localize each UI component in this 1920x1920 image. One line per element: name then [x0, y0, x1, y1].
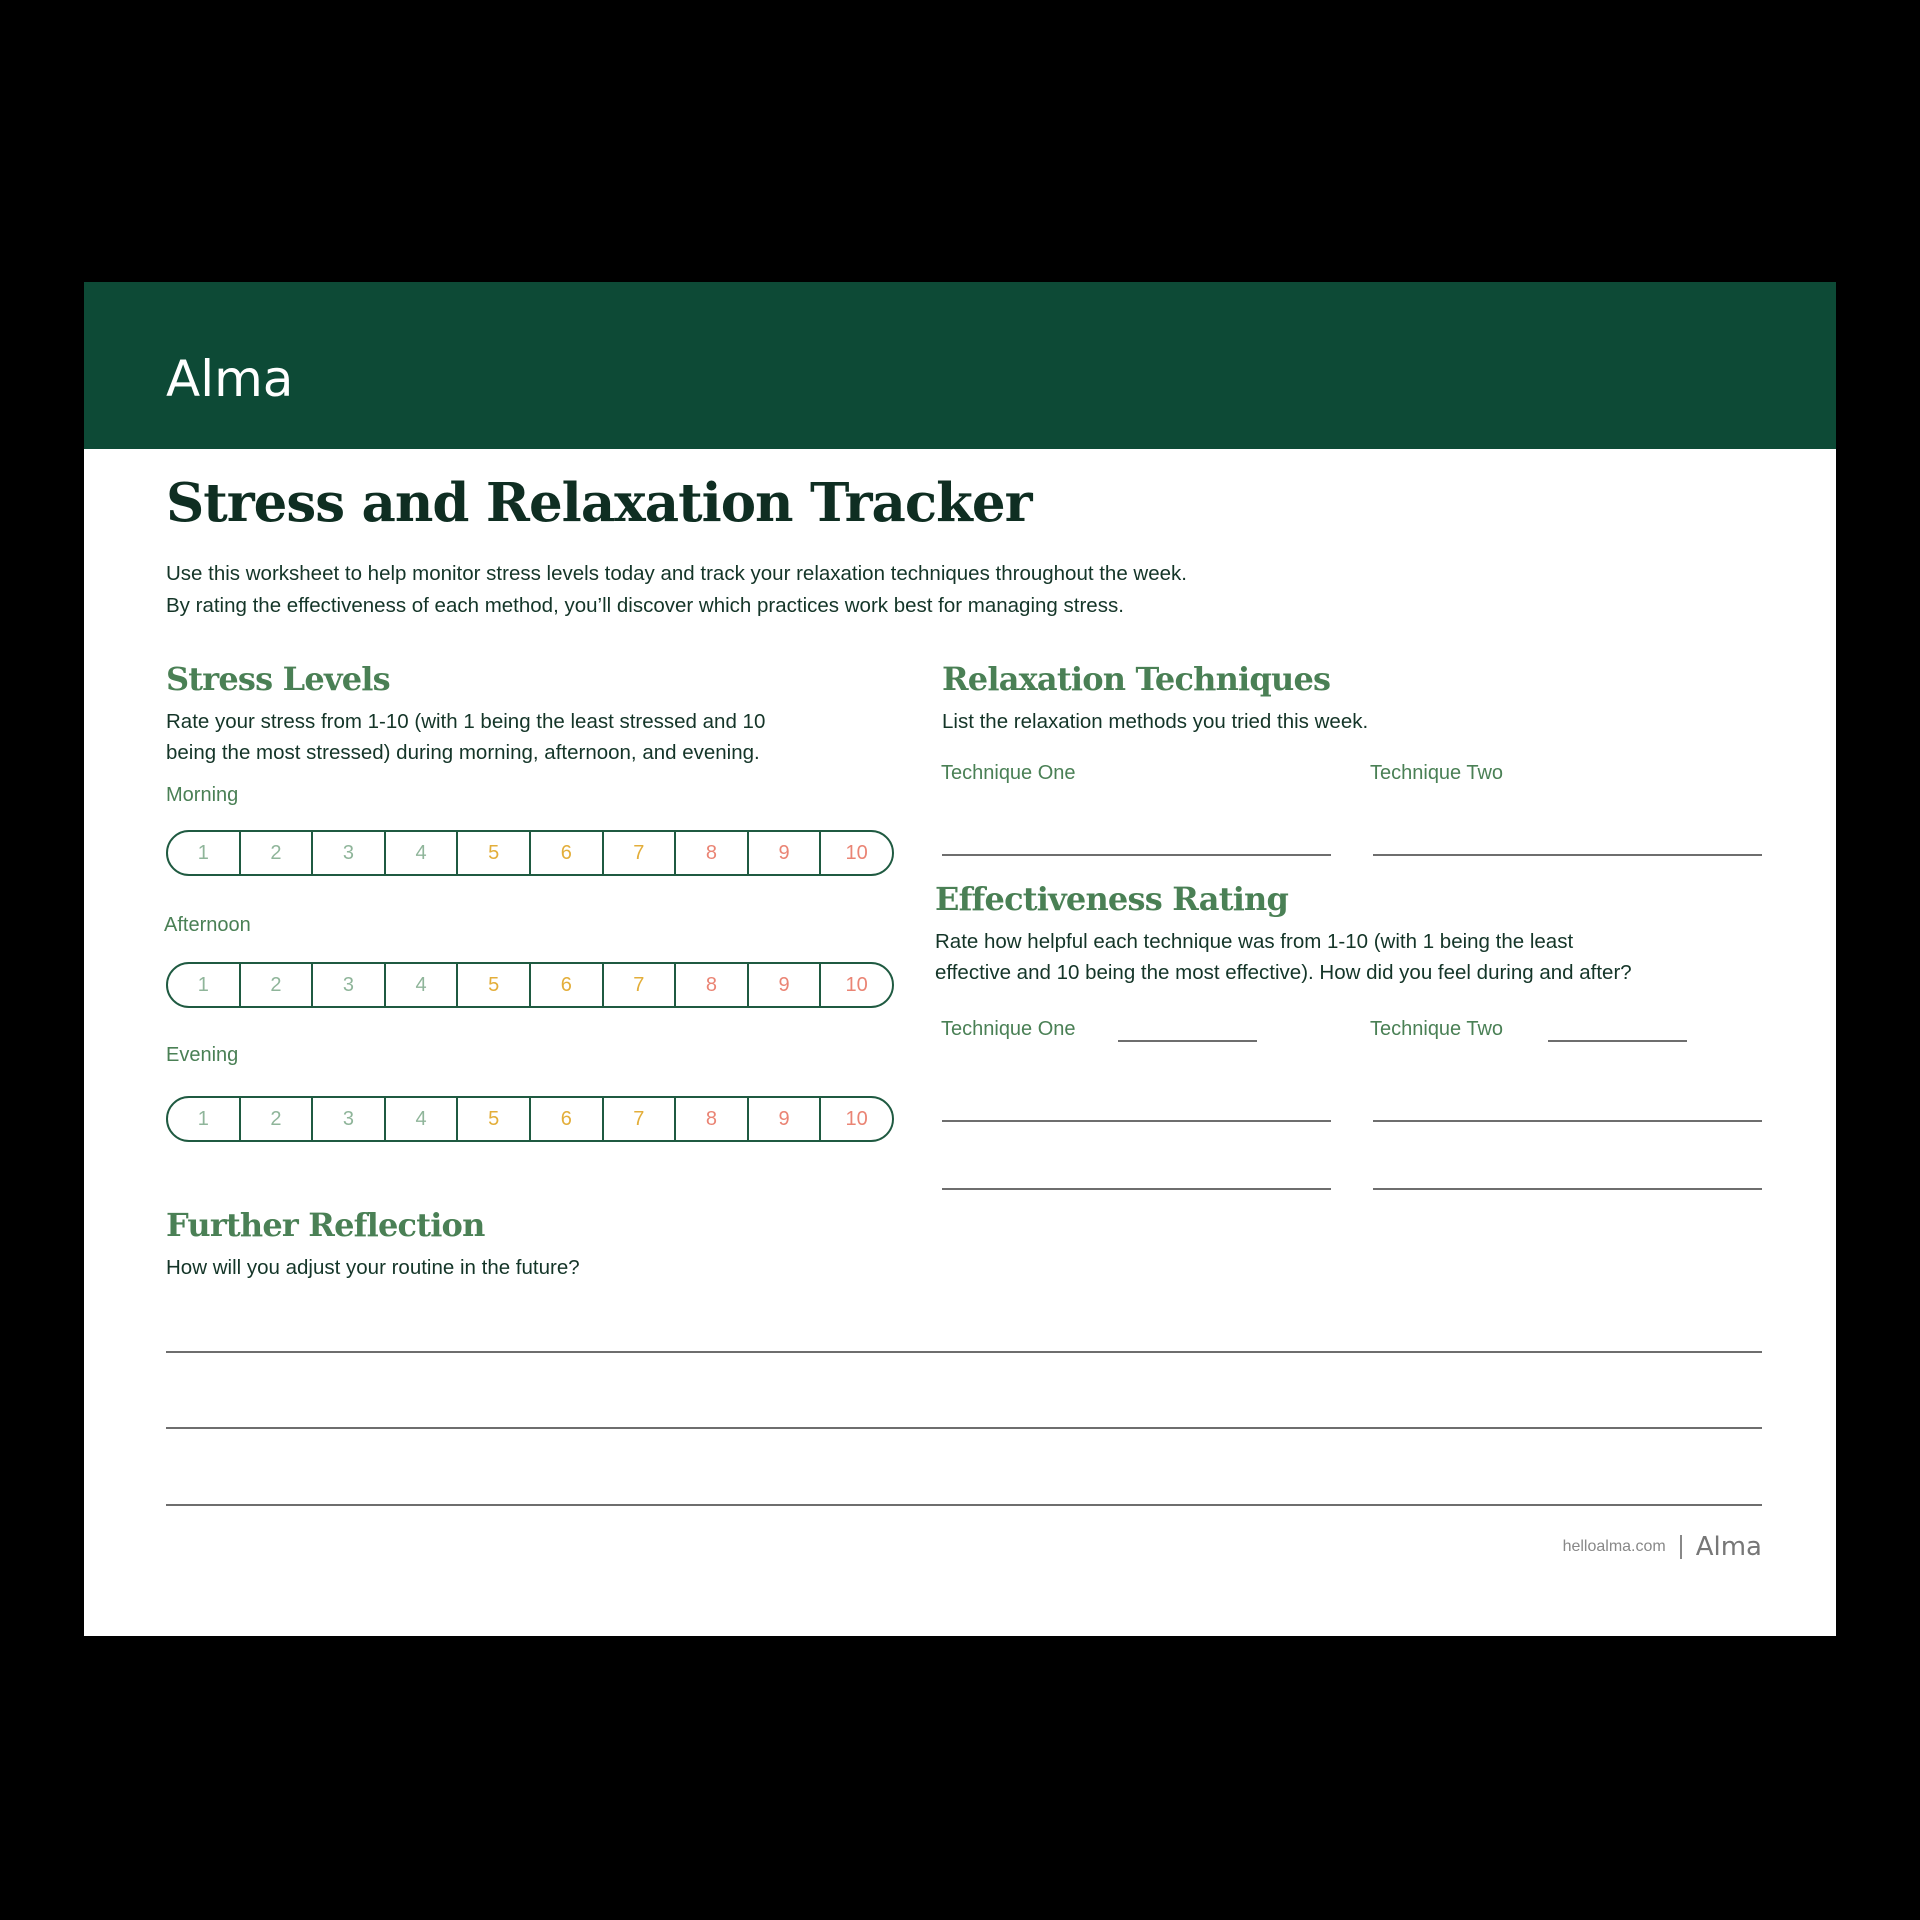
- scale-option-5[interactable]: 5: [456, 832, 529, 874]
- scale-option-3[interactable]: 3: [311, 832, 384, 874]
- intro-line-1: Use this worksheet to help monitor stress levels today and track your relaxation techniques throughout the week.: [166, 562, 1187, 585]
- scale-option-7[interactable]: 7: [602, 832, 675, 874]
- reflection-line-3[interactable]: [166, 1504, 1762, 1506]
- scale-option-2[interactable]: 2: [239, 964, 312, 1006]
- worksheet-page: [84, 282, 1836, 1636]
- scale-option-2[interactable]: 2: [239, 1098, 312, 1140]
- intro-text: [166, 558, 1566, 622]
- scale-option-10[interactable]: 10: [819, 832, 892, 874]
- further-reflection-heading: Further Reflection: [166, 1206, 485, 1244]
- scale-option-7[interactable]: 7: [602, 1098, 675, 1140]
- effectiveness-technique-one-label: Technique One: [941, 1018, 1076, 1040]
- scale-option-10[interactable]: 10: [819, 964, 892, 1006]
- stress-instructions: [166, 706, 765, 768]
- effectiveness-rating-heading: Effectiveness Rating: [935, 880, 1289, 918]
- evening-scale[interactable]: [166, 1096, 894, 1142]
- afternoon-label: Afternoon: [164, 914, 251, 936]
- reflection-question: How will you adjust your routine in the future?: [166, 1256, 580, 1279]
- scale-option-10[interactable]: 10: [819, 1098, 892, 1140]
- scale-option-3[interactable]: 3: [311, 1098, 384, 1140]
- reflection-line-2[interactable]: [166, 1427, 1762, 1429]
- footer-alma-logo: Alma: [1695, 1532, 1762, 1562]
- scale-option-1[interactable]: 1: [197, 1107, 209, 1130]
- scale-option-3[interactable]: 3: [311, 964, 384, 1006]
- stress-instructions-line-1: Rate your stress from 1-10 (with 1 being the least stressed and 10: [166, 710, 766, 733]
- scale-option-1[interactable]: 1: [197, 841, 209, 864]
- scale-option-6[interactable]: 6: [529, 964, 602, 1006]
- technique-two-write-line[interactable]: [1373, 854, 1762, 856]
- scale-option-1[interactable]: 1: [197, 973, 209, 996]
- page-title: Stress and Relaxation Tracker: [166, 472, 1032, 534]
- effectiveness-instructions-line-1: Rate how helpful each technique was from 1-10 (with 1 being the least: [935, 930, 1574, 953]
- scale-option-9[interactable]: 9: [747, 1098, 820, 1140]
- afternoon-scale[interactable]: [166, 962, 894, 1008]
- scale-option-5[interactable]: 5: [456, 964, 529, 1006]
- effectiveness-instructions-line-2: effective and 10 being the most effective). How did you feel during and after?: [935, 961, 1632, 984]
- scale-option-8[interactable]: 8: [674, 832, 747, 874]
- scale-option-4[interactable]: 4: [384, 1098, 457, 1140]
- technique-one-notes-line-1[interactable]: [942, 1120, 1331, 1122]
- technique-one-notes-line-2[interactable]: [942, 1188, 1331, 1190]
- scale-option-4[interactable]: 4: [384, 964, 457, 1006]
- scale-option-6[interactable]: 6: [529, 1098, 602, 1140]
- technique-two-notes-line-2[interactable]: [1373, 1188, 1762, 1190]
- alma-logo: Alma: [166, 350, 294, 408]
- scale-option-9[interactable]: 9: [747, 832, 820, 874]
- technique-one-rating-line[interactable]: [1118, 1040, 1257, 1042]
- relaxation-techniques-heading: Relaxation Techniques: [942, 660, 1331, 698]
- scale-option-2[interactable]: 2: [239, 832, 312, 874]
- footer-divider: [1680, 1535, 1682, 1559]
- scale-option-6[interactable]: 6: [529, 832, 602, 874]
- morning-scale[interactable]: [166, 830, 894, 876]
- effectiveness-technique-two-label: Technique Two: [1370, 1018, 1504, 1040]
- technique-two-notes-line-1[interactable]: [1373, 1120, 1762, 1122]
- technique-one-label: Technique One: [941, 762, 1076, 784]
- scale-option-8[interactable]: 8: [674, 964, 747, 1006]
- reflection-line-1[interactable]: [166, 1351, 1762, 1353]
- scale-option-8[interactable]: 8: [674, 1098, 747, 1140]
- technique-two-rating-line[interactable]: [1548, 1040, 1687, 1042]
- technique-one-write-line[interactable]: [942, 854, 1331, 856]
- scale-option-9[interactable]: 9: [747, 964, 820, 1006]
- header-bar: [84, 282, 1836, 449]
- morning-label: Morning: [166, 784, 239, 806]
- scale-option-5[interactable]: 5: [456, 1098, 529, 1140]
- technique-two-label: Technique Two: [1370, 762, 1504, 784]
- effectiveness-instructions: [935, 926, 1632, 988]
- stress-instructions-line-2: being the most stressed) during morning, afternoon, and evening.: [166, 741, 760, 764]
- relaxation-instructions: List the relaxation methods you tried this week.: [942, 710, 1369, 733]
- scale-option-7[interactable]: 7: [602, 964, 675, 1006]
- scale-option-4[interactable]: 4: [384, 832, 457, 874]
- footer-url[interactable]: helloalma.com: [1562, 1538, 1666, 1555]
- stress-levels-heading: Stress Levels: [166, 660, 390, 698]
- intro-line-2: By rating the effectiveness of each method, you’ll discover which practices work best for managing stress.: [166, 594, 1124, 617]
- evening-label: Evening: [166, 1044, 239, 1066]
- footer: [1563, 1532, 1762, 1562]
